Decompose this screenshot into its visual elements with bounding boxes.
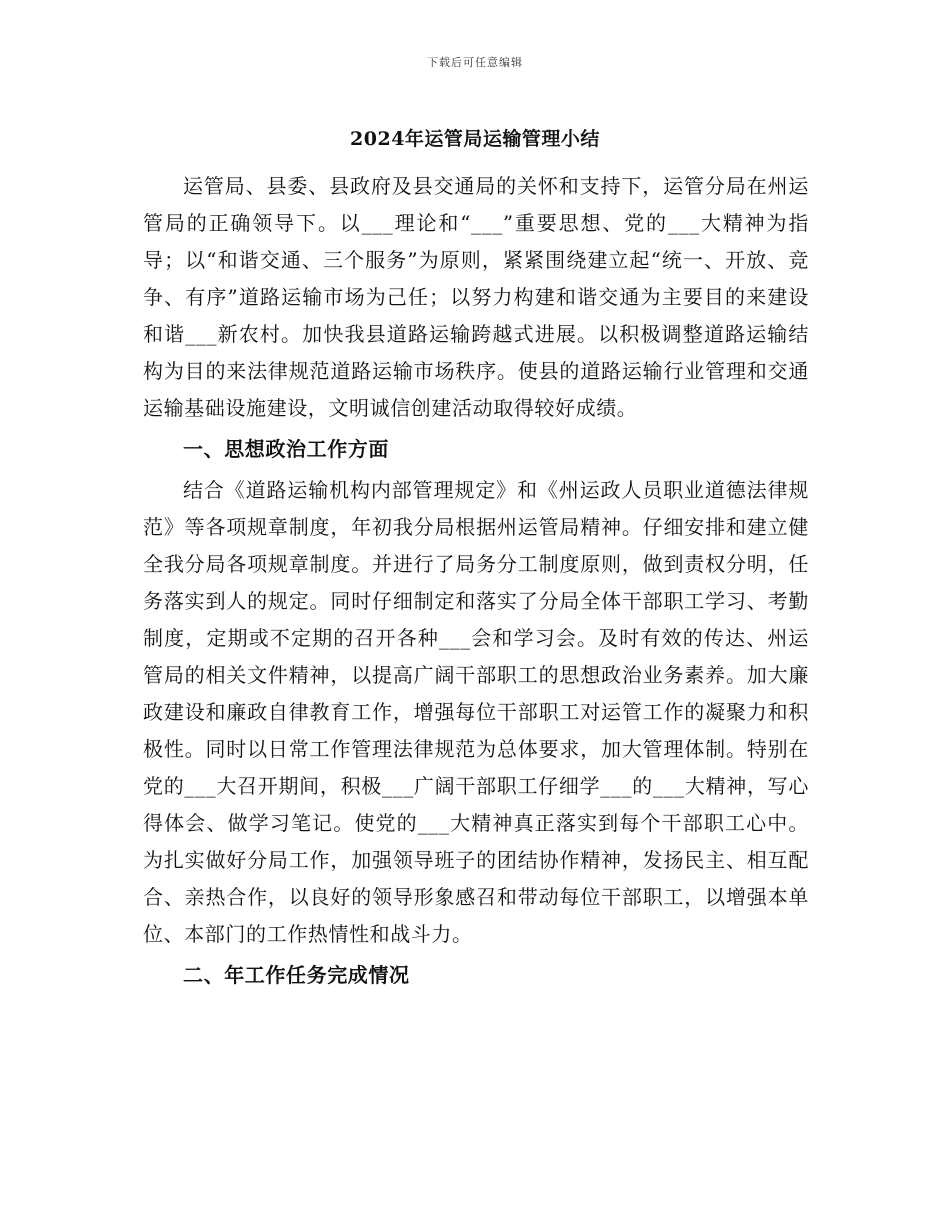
intro-paragraph: 运管局、县委、县政府及县交通局的关怀和支持下，运管分局在州运管局的正确领导下。以___理论和“___”重要思想、党的___大精神为指导；以“和谐交通、三个服务”为原则，紧紧围绕建立起“统一、开放、竞争、有序”道路运输市场为己任；以努力构建和谐交通为主要目的来建设和谐___新农村。加快我县道路运输跨越式进展。以积极调整道路运输结构为目的来法律规范道路运输市场秩序。使县的道路运输行业管理和交通运输基础设施建设，文明诚信创建活动取得较好成绩。 bbox=[143, 174, 809, 420]
document-title: 2024年运管局运输管理小结 bbox=[350, 128, 600, 150]
document-body bbox=[143, 168, 809, 994]
section-2-heading: 二、年工作任务完成情况 bbox=[183, 963, 410, 987]
section-1-paragraph: 结合《道路运输机构内部管理规定》和《州运政人员职业道德法律规范》等各项规章制度，年初我分局根据州运管局精神。仔细安排和建立健全我分局各项规章制度。并进行了局务分工制度原则，做到责权分明，任务落实到人的规定。同时仔细制定和落实了分局全体干部职工学习、考勤制度，定期或不定期的召开各种___会和学习会。及时有效的传达、州运管局的相关文件精神，以提高广阔干部职工的思想政治业务素养。加大廉政建设和廉政自律教育工作，增强每位干部职工对运管工作的凝聚力和积极性。同时以日常工作管理法律规范为总体要求，加大管理体制。特别在党的___大召开期间，积极___广阔干部职工仔细学___的___大精神，写心得体会、做学习笔记。使党的___大精神真正落实到每个干部职工心中。为扎实做好分局工作，加强领导班子的团结协作精神，发扬民主、相互配合、亲热合作，以良好的领导形象感召和带动每位干部职工，以增强本单位、本部门的工作热情性和战斗力。 bbox=[143, 478, 809, 946]
page-header-note: 下载后可任意编辑 bbox=[427, 56, 523, 69]
section-1-heading: 一、思想政治工作方面 bbox=[183, 437, 389, 461]
